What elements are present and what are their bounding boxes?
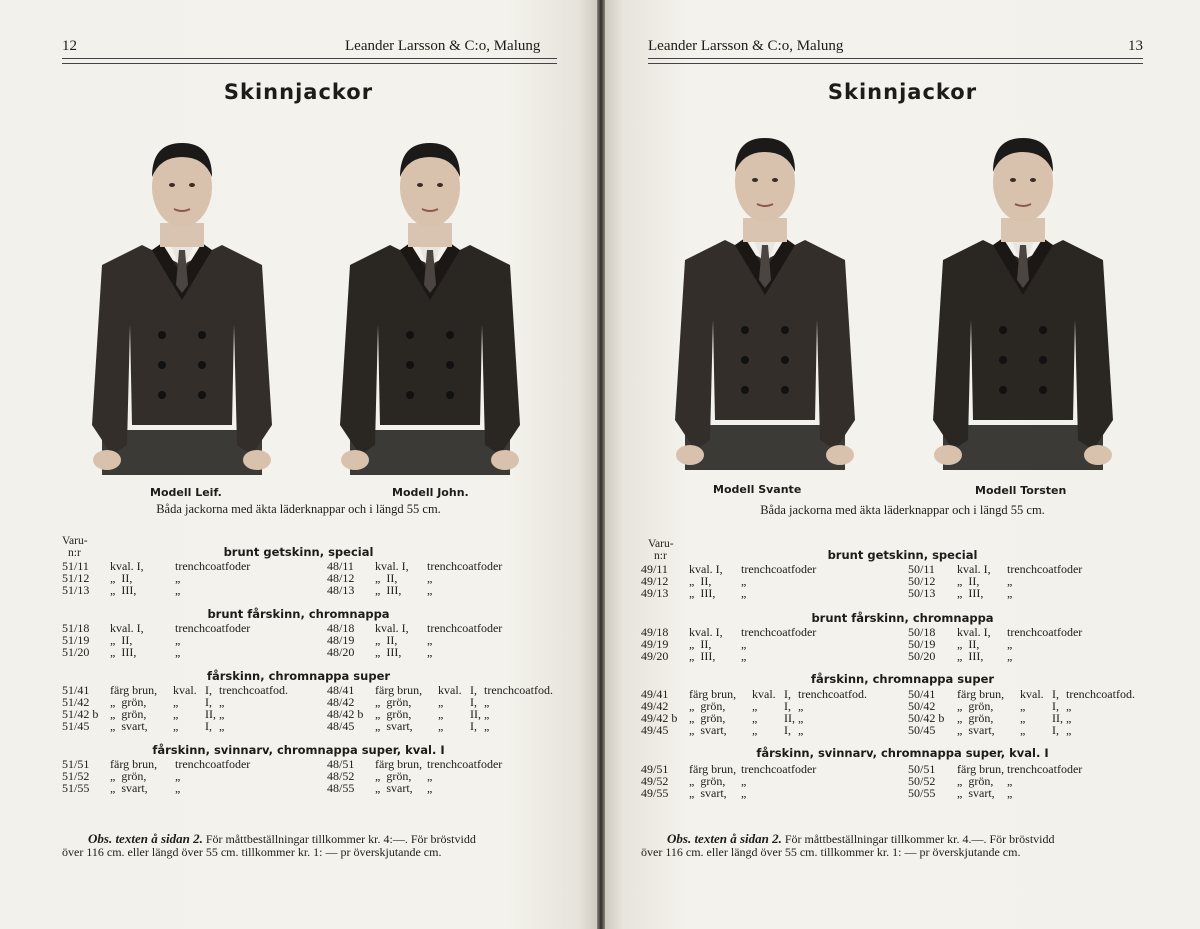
article-number: 51/55 <box>62 781 90 795</box>
row-cell: „ <box>175 571 181 585</box>
row-cell: „ grön, <box>689 699 726 713</box>
row-cell: I, <box>205 683 212 697</box>
header-rule <box>62 58 557 64</box>
article-number: 51/13 <box>62 583 90 597</box>
row-cell: „ grön, <box>375 769 412 783</box>
row-cell: I, <box>205 719 212 733</box>
model-caption: Modell Svante <box>713 483 802 496</box>
article-number: 50/11 <box>908 562 935 576</box>
row-cell: „ <box>1066 723 1072 737</box>
row-cell: trenchcoatfod. <box>798 687 867 701</box>
article-number: 49/18 <box>641 625 669 639</box>
row-cell: „ <box>741 774 747 788</box>
row-cell: kval. <box>438 683 462 697</box>
row-cell: „ <box>219 707 225 721</box>
row-cell: „ <box>741 586 747 600</box>
article-number: 51/12 <box>62 571 90 585</box>
article-number: 51/42 b <box>62 707 99 721</box>
article-number: 50/42 <box>908 699 936 713</box>
row-cell: I, <box>1052 687 1059 701</box>
row-cell: „ <box>427 645 433 659</box>
row-cell: „ <box>427 769 433 783</box>
row-cell: „ <box>175 781 181 795</box>
row-cell: „ grön, <box>110 769 147 783</box>
row-cell: „ III, <box>689 649 716 663</box>
row-cell: „ <box>173 695 179 709</box>
page-number: 12 <box>62 38 77 54</box>
model-caption: Modell Torsten <box>975 484 1067 497</box>
row-cell: trenchcoatfoder <box>427 757 503 771</box>
article-number: 48/18 <box>327 621 355 635</box>
row-cell: „ <box>173 707 179 721</box>
row-cell: „ <box>484 695 490 709</box>
row-cell: I, <box>205 695 212 709</box>
row-cell: trenchcoatfoder <box>175 559 251 573</box>
row-cell: „ svart, <box>689 723 727 737</box>
article-number: 48/45 <box>327 719 355 733</box>
row-cell: „ <box>741 649 747 663</box>
row-cell: trenchcoatfoder <box>1007 562 1083 576</box>
row-cell: „ grön, <box>957 774 994 788</box>
article-number: 48/55 <box>327 781 355 795</box>
row-cell: „ <box>1007 786 1013 800</box>
row-cell: „ <box>219 719 225 733</box>
row-cell: „ <box>484 719 490 733</box>
row-cell: „ <box>175 633 181 647</box>
footer-text-2: över 116 cm. eller längd över 55 cm. tillkommer kr. 1: — pr överskjutande cm. <box>62 845 442 859</box>
row-cell: färg brun, <box>375 683 423 697</box>
article-number: 50/55 <box>908 786 936 800</box>
article-number: 50/42 b <box>908 711 945 725</box>
row-cell: trenchcoatfoder <box>175 757 251 771</box>
article-number: 48/52 <box>327 769 355 783</box>
page-title: Skinnjackor <box>827 80 978 104</box>
article-number: 49/51 <box>641 762 669 776</box>
article-number: 50/13 <box>908 586 936 600</box>
row-cell: färg brun, <box>375 757 423 771</box>
row-cell: „ III, <box>689 586 716 600</box>
row-cell: „ grön, <box>689 774 726 788</box>
row-cell: „ <box>1007 649 1013 663</box>
row-cell: „ grön, <box>689 711 726 725</box>
article-number: 49/20 <box>641 649 669 663</box>
row-cell: „ <box>427 633 433 647</box>
row-cell: kval. <box>1020 687 1044 701</box>
row-cell: trenchcoatfoder <box>427 621 503 635</box>
article-number: 51/20 <box>62 645 90 659</box>
row-cell: „ III, <box>110 583 137 597</box>
jacket-photo-icon <box>923 120 1123 470</box>
row-cell: „ III, <box>375 583 402 597</box>
row-cell: trenchcoatfoder <box>741 625 817 639</box>
article-number: 49/42 b <box>641 711 678 725</box>
article-number: 49/13 <box>641 586 669 600</box>
row-cell: „ II, <box>689 637 712 651</box>
footer-note <box>641 832 1055 859</box>
jacket-photo-icon <box>82 125 282 475</box>
row-cell: „ II, <box>957 637 980 651</box>
article-number: 50/41 <box>908 687 936 701</box>
footer-text-2: över 116 cm. eller längd över 55 cm. tillkommer kr. 1: — pr överskjutande cm. <box>641 845 1021 859</box>
row-cell: „ <box>1066 699 1072 713</box>
row-cell: trenchcoatfod. <box>219 683 288 697</box>
varu-label-line: Varu- <box>648 538 674 550</box>
row-cell: „ III, <box>375 645 402 659</box>
page-number: 13 <box>1128 38 1143 54</box>
row-cell: „ <box>1007 637 1013 651</box>
row-cell: „ <box>173 719 179 733</box>
article-number: 51/52 <box>62 769 90 783</box>
article-number: 50/19 <box>908 637 936 651</box>
row-cell: I, <box>784 699 791 713</box>
row-cell: I, <box>470 683 477 697</box>
article-number: 51/19 <box>62 633 90 647</box>
article-number: 50/12 <box>908 574 936 588</box>
row-cell: „ III, <box>110 645 137 659</box>
article-number: 51/42 <box>62 695 90 709</box>
article-number: 50/45 <box>908 723 936 737</box>
article-number: 50/51 <box>908 762 936 776</box>
row-cell: II, <box>470 707 481 721</box>
article-number: 49/11 <box>641 562 668 576</box>
row-cell: „ <box>798 699 804 713</box>
row-cell: „ <box>427 781 433 795</box>
row-cell: kval. <box>752 687 776 701</box>
section-title: fårskinn, svinnarv, chromnappa super, kval. I <box>152 743 445 757</box>
row-cell: kval. I, <box>689 562 723 576</box>
article-number: 51/18 <box>62 621 90 635</box>
row-cell: „ <box>752 711 758 725</box>
section-title: brunt getskinn, special <box>223 545 374 559</box>
article-number: 49/12 <box>641 574 669 588</box>
row-cell: kval. I, <box>689 625 723 639</box>
article-number: 48/42 <box>327 695 355 709</box>
row-cell: färg brun, <box>110 757 158 771</box>
row-cell: I, <box>1052 699 1059 713</box>
row-cell: „ svart, <box>957 786 995 800</box>
row-cell: „ <box>1020 699 1026 713</box>
row-cell: trenchcoatfoder <box>175 621 251 635</box>
row-cell: „ <box>438 695 444 709</box>
article-number: 48/41 <box>327 683 355 697</box>
model-caption: Modell Leif. <box>150 486 222 499</box>
row-cell: kval. I, <box>110 559 144 573</box>
article-number: 48/42 b <box>327 707 364 721</box>
article-number: 51/45 <box>62 719 90 733</box>
row-cell: „ II, <box>957 574 980 588</box>
row-cell: II, <box>1052 711 1063 725</box>
row-cell: „ <box>1020 711 1026 725</box>
row-cell: „ <box>1007 574 1013 588</box>
row-cell: „ II, <box>110 571 133 585</box>
row-cell: „ II, <box>375 633 398 647</box>
article-number: 49/55 <box>641 786 669 800</box>
section-title: brunt getskinn, special <box>827 548 978 562</box>
row-cell: „ <box>752 723 758 737</box>
row-cell: trenchcoatfoder <box>1007 625 1083 639</box>
row-cell: „ grön, <box>110 695 147 709</box>
row-cell: „ <box>438 707 444 721</box>
article-number: 48/12 <box>327 571 355 585</box>
row-cell: kval. <box>173 683 197 697</box>
article-number: 51/41 <box>62 683 90 697</box>
row-cell: „ svart, <box>375 719 413 733</box>
row-cell: „ <box>1066 711 1072 725</box>
article-number: 49/42 <box>641 699 669 713</box>
footer-note <box>62 832 476 859</box>
row-cell: „ <box>484 707 490 721</box>
row-cell: trenchcoatfoder <box>1007 762 1083 776</box>
row-cell: „ grön, <box>110 707 147 721</box>
section-title: fårskinn, chromnappa super <box>810 672 995 686</box>
row-cell: „ <box>741 637 747 651</box>
model-caption: Modell John. <box>392 486 469 499</box>
row-cell: trenchcoatfoder <box>741 562 817 576</box>
row-cell: I, <box>784 687 791 701</box>
article-number: 49/52 <box>641 774 669 788</box>
footer-line-1 <box>641 832 1055 846</box>
row-cell: „ <box>427 571 433 585</box>
article-number: 51/51 <box>62 757 90 771</box>
row-cell: „ III, <box>957 649 984 663</box>
row-cell: „ <box>1007 774 1013 788</box>
running-header: Leander Larsson & C:o, Malung <box>648 38 844 54</box>
footer-text-1: För måttbeställningar tillkommer kr. 4.—. För bröstvidd <box>784 832 1055 846</box>
row-cell: „ <box>219 695 225 709</box>
row-cell: kval. I, <box>957 562 991 576</box>
article-number: 48/13 <box>327 583 355 597</box>
article-number: 48/11 <box>327 559 354 573</box>
row-cell: „ <box>741 786 747 800</box>
row-cell: I, <box>470 695 477 709</box>
row-cell: „ <box>1007 586 1013 600</box>
row-cell: „ II, <box>689 574 712 588</box>
row-cell: „ <box>741 574 747 588</box>
row-cell: „ <box>427 583 433 597</box>
row-cell: „ <box>752 699 758 713</box>
jacket-note: Båda jackorna med äkta läderknappar och i längd 55 cm. <box>156 502 441 516</box>
book-gutter <box>597 0 605 929</box>
row-cell: I, <box>784 723 791 737</box>
row-cell: „ <box>1020 723 1026 737</box>
varu-label-line: n:r <box>68 547 81 559</box>
row-cell: II, <box>205 707 216 721</box>
row-cell: kval. I, <box>957 625 991 639</box>
page-title: Skinnjackor <box>223 80 374 104</box>
row-cell: färg brun, <box>110 683 158 697</box>
header-rule <box>648 58 1143 64</box>
row-cell: „ <box>175 583 181 597</box>
article-number: 49/19 <box>641 637 669 651</box>
row-cell: „ III, <box>957 586 984 600</box>
row-cell: „ II, <box>110 633 133 647</box>
row-cell: trenchcoatfoder <box>427 559 503 573</box>
section-title: brunt fårskinn, chromnappa <box>207 607 390 621</box>
running-header: Leander Larsson & C:o, Malung <box>345 38 541 54</box>
row-cell: II, <box>784 711 795 725</box>
article-number: 50/18 <box>908 625 936 639</box>
article-number: 49/41 <box>641 687 669 701</box>
row-cell: „ II, <box>375 571 398 585</box>
article-number: 48/20 <box>327 645 355 659</box>
row-cell: „ <box>798 711 804 725</box>
row-cell: „ svart, <box>957 723 995 737</box>
row-cell: „ <box>798 723 804 737</box>
article-number: 50/52 <box>908 774 936 788</box>
article-number: 48/51 <box>327 757 355 771</box>
row-cell: trenchcoatfoder <box>741 762 817 776</box>
article-number: 48/19 <box>327 633 355 647</box>
row-cell: „ svart, <box>375 781 413 795</box>
footer-line-1 <box>62 832 476 846</box>
row-cell: I, <box>1052 723 1059 737</box>
jacket-note: Båda jackorna med äkta läderknappar och i längd 55 cm. <box>760 503 1045 517</box>
row-cell: „ grön, <box>957 699 994 713</box>
row-cell: „ svart, <box>110 719 148 733</box>
row-cell: „ <box>175 645 181 659</box>
row-cell: „ grön, <box>957 711 994 725</box>
footer-text-1: För måttbeställningar tillkommer kr. 4:—. För bröstvidd <box>205 832 476 846</box>
row-cell: färg brun, <box>957 762 1005 776</box>
jacket-photo-icon <box>330 125 530 475</box>
article-number: 51/11 <box>62 559 89 573</box>
article-number: 50/20 <box>908 649 936 663</box>
row-cell: „ svart, <box>689 786 727 800</box>
row-cell: „ grön, <box>375 707 412 721</box>
varu-label-line: Varu- <box>62 535 88 547</box>
article-number: 49/45 <box>641 723 669 737</box>
row-cell: „ <box>438 719 444 733</box>
section-title: fårskinn, svinnarv, chromnappa super, kval. I <box>756 746 1049 760</box>
row-cell: „ grön, <box>375 695 412 709</box>
row-cell: kval. I, <box>375 621 409 635</box>
row-cell: kval. I, <box>110 621 144 635</box>
footer-lead: Obs. texten å sidan 2. <box>88 831 203 846</box>
section-title: brunt fårskinn, chromnappa <box>811 611 994 625</box>
varu-label-line: n:r <box>654 550 667 562</box>
row-cell: trenchcoatfod. <box>484 683 553 697</box>
row-cell: I, <box>470 719 477 733</box>
jacket-photo-icon <box>665 120 865 470</box>
row-cell: färg brun, <box>689 687 737 701</box>
row-cell: „ <box>175 769 181 783</box>
footer-lead: Obs. texten å sidan 2. <box>667 831 782 846</box>
right-page <box>605 0 1200 929</box>
section-title: fårskinn, chromnappa super <box>206 669 391 683</box>
row-cell: färg brun, <box>957 687 1005 701</box>
row-cell: färg brun, <box>689 762 737 776</box>
left-page <box>0 0 597 929</box>
row-cell: kval. I, <box>375 559 409 573</box>
row-cell: „ svart, <box>110 781 148 795</box>
row-cell: trenchcoatfod. <box>1066 687 1135 701</box>
